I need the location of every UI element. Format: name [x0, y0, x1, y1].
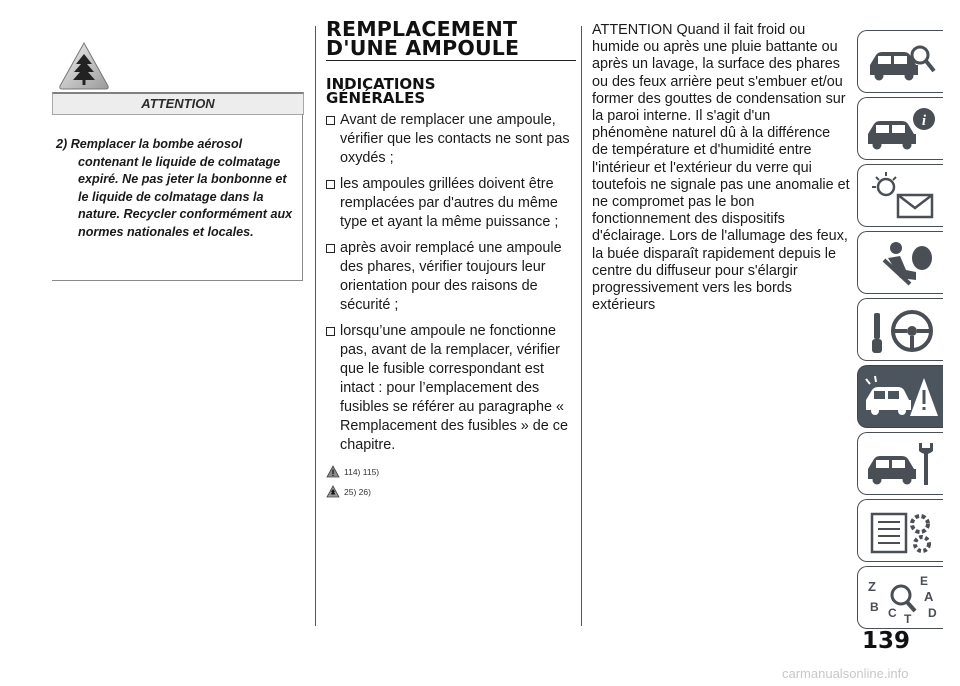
tab-car-info[interactable] — [857, 97, 943, 160]
bulb-replacement-section — [326, 17, 576, 502]
list-item-text: Avant de remplacer une ampoule, vérifier que les contacts ne sont pas oxydés ; — [340, 112, 570, 166]
list-item-text: les ampoules grillées doivent être remplacées par d'autres du même type et ayant la même puissance ; — [340, 176, 559, 230]
title-rule — [326, 60, 576, 61]
warning-reference — [326, 462, 576, 482]
list-item — [326, 322, 576, 455]
section-title-line2: D'UNE AMPOULE — [326, 36, 520, 60]
key-steering-wheel-icon — [864, 303, 940, 358]
svg-text:D: D — [928, 606, 937, 620]
svg-text:A: A — [924, 589, 934, 604]
environment-triangle-icon — [326, 485, 340, 499]
column-divider — [581, 26, 582, 626]
warning-light-message-icon — [864, 169, 940, 224]
tab-technical-data[interactable] — [857, 499, 943, 562]
warning-triangle-icon — [326, 465, 340, 479]
condensation-attention-text: ATTENTION Quand il fait froid ou humide ou après une pluie battante ou après un lavage, la surface des phares ou des feux arrière peut s'embuer et/ou former des gouttes de condensation sur la paroi interne. Il s'agit d'un phénomène naturel dû à la différence de température et d'humidité entre l'intérieur et l'extérieur du verre qui toutefois ne signale pas une anomalie et ne compromet pas le bon fonctionnement des dispositifs d'éclairage. Lors de l'allumage des feux, la buée disparaît rapidement depuis le centre du diffuseur pour s'élargir progressivement vers les bords extérieurs — [592, 22, 850, 314]
car-search-icon — [864, 35, 940, 90]
section-subtitle-line2: GÉNÉRALES — [326, 88, 426, 107]
reference-notes — [326, 462, 576, 502]
list-item-text: après avoir remplacé une ampoule des phares, vérifier toujours leur orientation pour des raisons de sécurité ; — [340, 240, 562, 313]
alphabetical-index-icon — [864, 571, 940, 626]
svg-text:Z: Z — [868, 579, 876, 594]
section-subtitle-line1: INDICATIONS — [326, 75, 436, 93]
tab-car-overview[interactable] — [857, 30, 943, 93]
checkbox-bullet-icon — [326, 244, 335, 253]
section-title — [326, 17, 576, 60]
svg-text:T: T — [904, 612, 912, 626]
tab-index[interactable] — [857, 566, 943, 629]
svg-text:B: B — [870, 600, 879, 614]
tab-starting-driving[interactable] — [857, 298, 943, 361]
svg-text:E: E — [920, 574, 929, 588]
warning-text: 2) Remplacer la bombe aérosol contenant le liquide de colmatage expiré. Ne pas jeter la bonbonne et le liquide de colmatage dans la nature. Recycler conformément aux normes nationales et locales. — [56, 137, 293, 239]
checkbox-bullet-icon — [326, 116, 335, 125]
section-title-line1: REMPLACEMENT — [326, 17, 518, 41]
tab-warning-lights[interactable] — [857, 164, 943, 227]
warning-reference-text: 114) 115) — [344, 467, 380, 477]
tab-emergency[interactable] — [857, 365, 943, 428]
checkbox-bullet-icon — [326, 327, 335, 336]
footer-watermark: carmanualsonline.info — [782, 666, 909, 681]
section-subtitle — [326, 75, 576, 107]
column-divider — [315, 26, 316, 626]
list-item-text: lorsqu’une ampoule ne fonctionne pas, avant de la remplacer, vérifier que le fusible correspondant est intact : pour l’emplacement des fusibles se référer au paragraphe « Remplacement des fusibles » de ce chapitre. — [340, 323, 568, 453]
page-number: 139 — [862, 628, 911, 654]
specs-gear-icon — [864, 504, 940, 559]
list-item — [326, 175, 576, 232]
environment-warning-icon — [56, 40, 112, 96]
car-info-icon — [864, 102, 940, 157]
instruction-list — [326, 111, 576, 455]
tab-safety[interactable] — [857, 231, 943, 294]
attention-heading: ATTENTION — [52, 92, 304, 115]
car-breakdown-warning-icon — [864, 370, 940, 425]
car-wrench-icon — [864, 437, 940, 492]
svg-text:C: C — [888, 606, 897, 620]
environment-reference — [326, 482, 576, 502]
svg-text:i: i — [921, 113, 927, 129]
list-item — [326, 239, 576, 315]
environment-reference-text: 25) 26) — [344, 487, 371, 497]
list-item — [326, 111, 576, 168]
checkbox-bullet-icon — [326, 180, 335, 189]
airbag-passenger-icon — [864, 236, 940, 291]
tab-maintenance[interactable] — [857, 432, 943, 495]
